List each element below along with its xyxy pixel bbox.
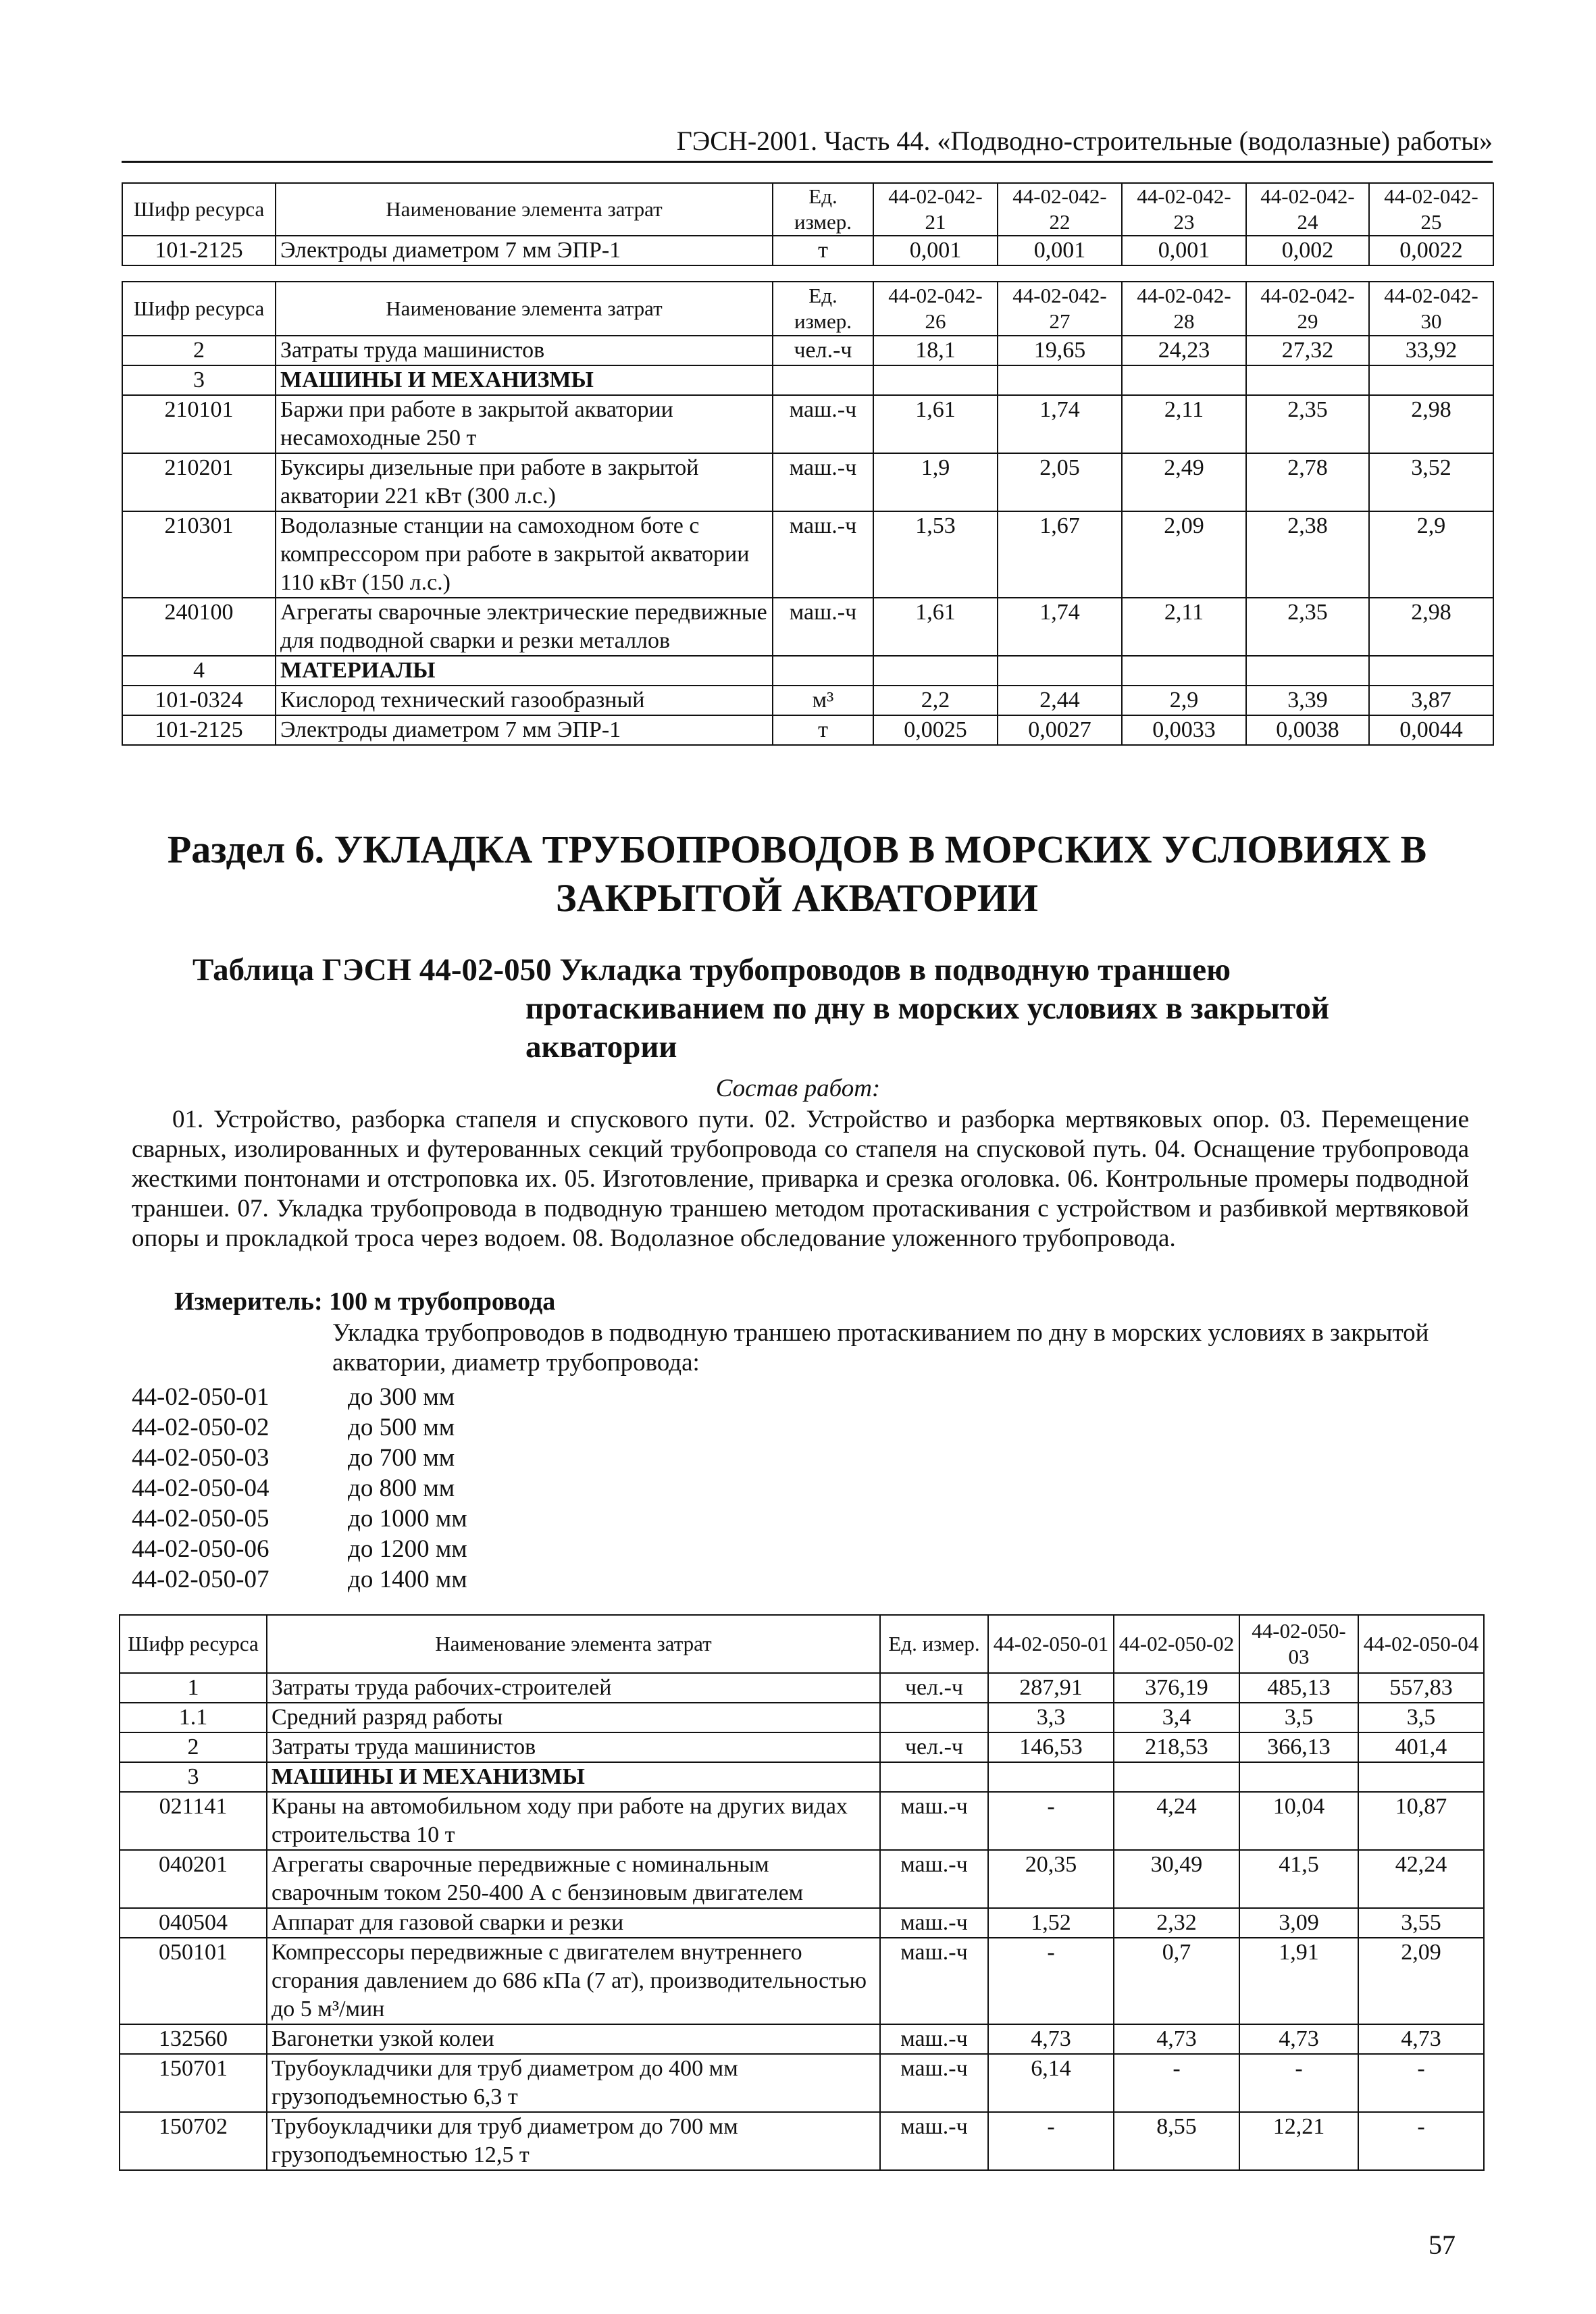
section-title-line2: ЗАКРЫТОЙ АКВАТОРИИ xyxy=(555,876,1039,920)
cell: 0,0027 xyxy=(998,715,1122,745)
table-row xyxy=(120,1908,1484,1938)
cell xyxy=(1122,365,1246,395)
composition-text: 01. Устройство, разборка стапеля и спускового пути. 02. Устройство и разборка мертвяковых опор. 03. Перемещение сварных, изолированных и футерованных секций трубопровода со стапеля на спусковой путь. 04. Оснащение трубопровода жесткими понтонами и отстроповка их. 05. Изготовление, приварка и срезка оголовка. 06. Контрольные промеры подводной траншеи. 07. Укладка трубопровода в подводную траншею методом протаскивания с устройством и разбивкой мертвяковой опоры и прокладкой троса через водоем. 08. Водолазное обследование уложенного трубопровода. xyxy=(132,1106,1469,1252)
cell: 27,32 xyxy=(1246,336,1369,365)
code: 44-02-050-03 xyxy=(132,1444,269,1472)
table-042-21-25 xyxy=(122,182,1494,266)
cell: 6,14 xyxy=(988,2054,1114,2112)
cell: маш.-ч xyxy=(880,1908,988,1938)
table-row xyxy=(122,656,1493,686)
measure: Измеритель: 100 м трубопровода xyxy=(174,1287,556,1316)
cell: 24,23 xyxy=(1122,336,1246,365)
cell: 040504 xyxy=(120,1908,267,1938)
cell: маш.-ч xyxy=(880,2112,988,2170)
cell: - xyxy=(988,2112,1114,2170)
table-row xyxy=(122,336,1493,365)
table-title-line3: акватории xyxy=(525,1029,677,1064)
cell: 2,11 xyxy=(1122,395,1246,453)
table-header-row xyxy=(122,282,1493,336)
cell: 3,5 xyxy=(1358,1703,1484,1732)
cell: 1,91 xyxy=(1239,1938,1358,2024)
table-header-row xyxy=(122,183,1493,236)
col-header: Шифр ресурса xyxy=(122,183,276,236)
cell: 150701 xyxy=(120,2054,267,2112)
cell: 4,24 xyxy=(1114,1792,1239,1850)
cell: маш.-ч xyxy=(880,2054,988,2112)
cell: маш.-ч xyxy=(773,453,873,511)
description: Укладка трубопроводов в подводную траншею протаскиванием по дну в морских условиях в закрытой акватории, диаметр трубопровода: xyxy=(332,1319,1429,1377)
col-header: 44-02-050-03 xyxy=(1239,1615,1358,1673)
cell: 10,04 xyxy=(1239,1792,1358,1850)
cell: 2 xyxy=(122,336,276,365)
cell: 4 xyxy=(122,656,276,686)
table-row xyxy=(120,1938,1484,2024)
cell: маш.-ч xyxy=(880,1938,988,2024)
cell: 20,35 xyxy=(988,1850,1114,1908)
cell xyxy=(873,365,998,395)
cell: чел.-ч xyxy=(880,1732,988,1762)
list-item xyxy=(132,1564,467,1595)
cell: 41,5 xyxy=(1239,1850,1358,1908)
code: 44-02-050-06 xyxy=(132,1535,269,1563)
cell: 050101 xyxy=(120,1938,267,2024)
code: 44-02-050-07 xyxy=(132,1566,269,1593)
cell xyxy=(1239,1762,1358,1792)
cell xyxy=(880,1762,988,1792)
code-text: до 800 мм xyxy=(348,1474,455,1502)
cell: чел.-ч xyxy=(773,336,873,365)
table-row xyxy=(120,1732,1484,1762)
cell: 3,09 xyxy=(1239,1908,1358,1938)
cell: т xyxy=(773,236,873,265)
cell: 3,5 xyxy=(1239,1703,1358,1732)
cell: Электроды диаметром 7 мм ЭПР-1 xyxy=(276,236,773,265)
cell xyxy=(773,656,873,686)
cell: 0,001 xyxy=(873,236,998,265)
cell: 210201 xyxy=(122,453,276,511)
table-row xyxy=(122,715,1493,745)
cell: 2,38 xyxy=(1246,511,1369,598)
code-list xyxy=(132,1382,467,1595)
cell: маш.-ч xyxy=(773,511,873,598)
table-row xyxy=(120,1792,1484,1850)
cell: Трубоукладчики для труб диаметром до 400 мм грузоподъемностью 6,3 т xyxy=(267,2054,880,2112)
col-header: Наименование элемента затрат xyxy=(276,183,773,236)
cell: 1,61 xyxy=(873,395,998,453)
cell: 240100 xyxy=(122,598,276,656)
cell: 0,002 xyxy=(1246,236,1369,265)
cell: 4,73 xyxy=(988,2024,1114,2054)
cell: - xyxy=(1239,2054,1358,2112)
cell: 150702 xyxy=(120,2112,267,2170)
cell: 3 xyxy=(120,1762,267,1792)
cell: - xyxy=(988,1938,1114,2024)
cell xyxy=(998,656,1122,686)
cell: 1 xyxy=(120,1673,267,1703)
cell: 2,35 xyxy=(1246,598,1369,656)
section-title: Раздел 6. УКЛАДКА ТРУБОПРОВОДОВ В МОРСКИХ УСЛОВИЯХ В xyxy=(167,827,1427,871)
col-header: Ед. измер. xyxy=(773,282,873,336)
cell xyxy=(873,656,998,686)
col-header: 44-02-042-25 xyxy=(1369,183,1493,236)
table-row xyxy=(122,686,1493,715)
col-header: 44-02-042-21 xyxy=(873,183,998,236)
cell: Средний разряд работы xyxy=(267,1703,880,1732)
cell: Компрессоры передвижные с двигателем внутреннего сгорания давлением до 686 кПа (7 ат), производительностью до 5 м³/мин xyxy=(267,1938,880,2024)
cell: 1,74 xyxy=(998,598,1122,656)
cell: МАШИНЫ И МЕХАНИЗМЫ xyxy=(267,1762,880,1792)
cell: 0,001 xyxy=(998,236,1122,265)
cell: 210101 xyxy=(122,395,276,453)
cell: 3 xyxy=(122,365,276,395)
col-header: Шифр ресурса xyxy=(122,282,276,336)
cell xyxy=(880,1703,988,1732)
table-row xyxy=(122,453,1493,511)
list-item xyxy=(132,1382,467,1412)
cell: 2,98 xyxy=(1369,395,1493,453)
composition-label: Состав работ: xyxy=(715,1075,881,1102)
cell: 2,49 xyxy=(1122,453,1246,511)
cell: 401,4 xyxy=(1358,1732,1484,1762)
cell: м³ xyxy=(773,686,873,715)
table-row xyxy=(120,1850,1484,1908)
cell: - xyxy=(1358,2054,1484,2112)
table-row xyxy=(120,2112,1484,2170)
table-row xyxy=(122,395,1493,453)
cell: 2,35 xyxy=(1246,395,1369,453)
table-row xyxy=(122,365,1493,395)
col-header: 44-02-042-26 xyxy=(873,282,998,336)
cell: Затраты труда рабочих-строителей xyxy=(267,1673,880,1703)
cell: маш.-ч xyxy=(773,598,873,656)
cell: 040201 xyxy=(120,1850,267,1908)
cell: 18,1 xyxy=(873,336,998,365)
cell: 101-2125 xyxy=(122,715,276,745)
col-header: 44-02-042-27 xyxy=(998,282,1122,336)
col-header: 44-02-042-28 xyxy=(1122,282,1246,336)
col-header: Ед. измер. xyxy=(880,1615,988,1673)
col-header: Наименование элемента затрат xyxy=(267,1615,880,1673)
code-text: до 1400 мм xyxy=(348,1566,467,1593)
cell: 1,53 xyxy=(873,511,998,598)
code: 44-02-050-02 xyxy=(132,1414,269,1441)
table-row xyxy=(120,1703,1484,1732)
cell: 2,09 xyxy=(1358,1938,1484,2024)
code-text: до 300 мм xyxy=(348,1383,455,1411)
cell: 1,67 xyxy=(998,511,1122,598)
cell: 4,73 xyxy=(1358,2024,1484,2054)
cell: 30,49 xyxy=(1114,1850,1239,1908)
table-row xyxy=(120,1762,1484,1792)
cell: 1.1 xyxy=(120,1703,267,1732)
table-header-row xyxy=(120,1615,1484,1673)
cell: 3,4 xyxy=(1114,1703,1239,1732)
cell: 287,91 xyxy=(988,1673,1114,1703)
cell: МАШИНЫ И МЕХАНИЗМЫ xyxy=(276,365,773,395)
cell: - xyxy=(1114,2054,1239,2112)
col-header: 44-02-042-29 xyxy=(1246,282,1369,336)
cell: 2,05 xyxy=(998,453,1122,511)
table-row xyxy=(122,236,1493,265)
cell: 0,001 xyxy=(1122,236,1246,265)
page-number: 57 xyxy=(1428,2230,1456,2260)
col-header: 44-02-050-01 xyxy=(988,1615,1114,1673)
cell: 2,11 xyxy=(1122,598,1246,656)
cell: Кислород технический газообразный xyxy=(276,686,773,715)
code: 44-02-050-05 xyxy=(132,1505,269,1533)
cell: Краны на автомобильном ходу при работе на других видах строительства 10 т xyxy=(267,1792,880,1850)
col-header: 44-02-050-04 xyxy=(1358,1615,1484,1673)
cell: 021141 xyxy=(120,1792,267,1850)
table-row xyxy=(122,598,1493,656)
cell: Водолазные станции на самоходном боте с компрессором при работе в закрытой акватории 110 кВт (150 л.с.) xyxy=(276,511,773,598)
cell: 3,39 xyxy=(1246,686,1369,715)
cell: маш.-ч xyxy=(880,1792,988,1850)
cell: 3,87 xyxy=(1369,686,1493,715)
running-header: ГЭСН-2001. Часть 44. «Подводно-строительные (водолазные) работы» xyxy=(122,122,1493,163)
cell: чел.-ч xyxy=(880,1673,988,1703)
cell: 0,0044 xyxy=(1369,715,1493,745)
cell: 1,9 xyxy=(873,453,998,511)
table-050-01-04 xyxy=(119,1614,1485,2171)
cell: Аппарат для газовой сварки и резки xyxy=(267,1908,880,1938)
cell: 12,21 xyxy=(1239,2112,1358,2170)
list-item xyxy=(132,1473,467,1503)
cell: 132560 xyxy=(120,2024,267,2054)
cell: Затраты труда машинистов xyxy=(276,336,773,365)
cell: 2,78 xyxy=(1246,453,1369,511)
cell: 3,52 xyxy=(1369,453,1493,511)
cell: 218,53 xyxy=(1114,1732,1239,1762)
cell: Агрегаты сварочные передвижные с номинальным сварочным током 250-400 А с бензиновым двигателем xyxy=(267,1850,880,1908)
cell: маш.-ч xyxy=(880,2024,988,2054)
col-header: 44-02-042-30 xyxy=(1369,282,1493,336)
cell: 2,9 xyxy=(1369,511,1493,598)
col-header: 44-02-042-22 xyxy=(998,183,1122,236)
cell: 1,74 xyxy=(998,395,1122,453)
cell xyxy=(1246,365,1369,395)
cell: - xyxy=(1358,2112,1484,2170)
cell: 485,13 xyxy=(1239,1673,1358,1703)
list-item xyxy=(132,1503,467,1534)
cell: 3,3 xyxy=(988,1703,1114,1732)
cell: 2,2 xyxy=(873,686,998,715)
table-row xyxy=(120,2024,1484,2054)
code: 44-02-050-04 xyxy=(132,1474,269,1502)
cell: Буксиры дизельные при работе в закрытой акватории 221 кВт (300 л.с.) xyxy=(276,453,773,511)
cell: Электроды диаметром 7 мм ЭПР-1 xyxy=(276,715,773,745)
col-header: Шифр ресурса xyxy=(120,1615,267,1673)
cell: 0,0033 xyxy=(1122,715,1246,745)
cell xyxy=(1114,1762,1239,1792)
list-item xyxy=(132,1412,467,1443)
col-header: 44-02-050-02 xyxy=(1114,1615,1239,1673)
table-042-26-30 xyxy=(122,281,1494,746)
cell: 0,0025 xyxy=(873,715,998,745)
list-item xyxy=(132,1443,467,1473)
cell xyxy=(988,1762,1114,1792)
cell: 1,52 xyxy=(988,1908,1114,1938)
cell: 4,73 xyxy=(1114,2024,1239,2054)
cell: 101-0324 xyxy=(122,686,276,715)
code-text: до 700 мм xyxy=(348,1444,455,1472)
code-text: до 1200 мм xyxy=(348,1535,467,1563)
cell xyxy=(1369,656,1493,686)
table-title-line2: протаскиванием по дну в морских условиях в закрытой xyxy=(525,991,1330,1026)
cell: 1,61 xyxy=(873,598,998,656)
cell: Затраты труда машинистов xyxy=(267,1732,880,1762)
cell: 2 xyxy=(120,1732,267,1762)
cell: 376,19 xyxy=(1114,1673,1239,1703)
cell: Агрегаты сварочные электрические передвижные для подводной сварки и резки металлов xyxy=(276,598,773,656)
cell: 101-2125 xyxy=(122,236,276,265)
table-title: Таблица ГЭСН 44-02-050 Укладка трубопроводов в подводную траншею xyxy=(192,952,1231,987)
table-row xyxy=(120,2054,1484,2112)
cell: 10,87 xyxy=(1358,1792,1484,1850)
cell xyxy=(998,365,1122,395)
col-header: 44-02-042-24 xyxy=(1246,183,1369,236)
cell xyxy=(1246,656,1369,686)
cell: маш.-ч xyxy=(880,1850,988,1908)
cell: 3,55 xyxy=(1358,1908,1484,1938)
cell xyxy=(1369,365,1493,395)
cell: 42,24 xyxy=(1358,1850,1484,1908)
cell: 0,0038 xyxy=(1246,715,1369,745)
cell: 8,55 xyxy=(1114,2112,1239,2170)
cell: 19,65 xyxy=(998,336,1122,365)
cell xyxy=(773,365,873,395)
cell: Вагонетки узкой колеи xyxy=(267,2024,880,2054)
cell: маш.-ч xyxy=(773,395,873,453)
cell: 0,7 xyxy=(1114,1938,1239,2024)
cell: 2,9 xyxy=(1122,686,1246,715)
cell: Баржи при работе в закрытой акватории несамоходные 250 т xyxy=(276,395,773,453)
list-item xyxy=(132,1534,467,1564)
cell: 2,09 xyxy=(1122,511,1246,598)
code: 44-02-050-01 xyxy=(132,1383,269,1411)
col-header: Наименование элемента затрат xyxy=(276,282,773,336)
code-text: до 500 мм xyxy=(348,1414,455,1441)
cell: 0,0022 xyxy=(1369,236,1493,265)
table-row xyxy=(122,511,1493,598)
cell: 33,92 xyxy=(1369,336,1493,365)
cell: 2,44 xyxy=(998,686,1122,715)
cell: 557,83 xyxy=(1358,1673,1484,1703)
cell: Трубоукладчики для труб диаметром до 700 мм грузоподъемностью 12,5 т xyxy=(267,2112,880,2170)
code-text: до 1000 мм xyxy=(348,1505,467,1533)
cell: 366,13 xyxy=(1239,1732,1358,1762)
cell xyxy=(1358,1762,1484,1792)
cell: 2,98 xyxy=(1369,598,1493,656)
cell xyxy=(1122,656,1246,686)
cell: 210301 xyxy=(122,511,276,598)
cell: - xyxy=(988,1792,1114,1850)
col-header: 44-02-042-23 xyxy=(1122,183,1246,236)
cell: т xyxy=(773,715,873,745)
cell: МАТЕРИАЛЫ xyxy=(276,656,773,686)
cell: 2,32 xyxy=(1114,1908,1239,1938)
cell: 146,53 xyxy=(988,1732,1114,1762)
table-row xyxy=(120,1673,1484,1703)
cell: 4,73 xyxy=(1239,2024,1358,2054)
col-header: Ед. измер. xyxy=(773,183,873,236)
